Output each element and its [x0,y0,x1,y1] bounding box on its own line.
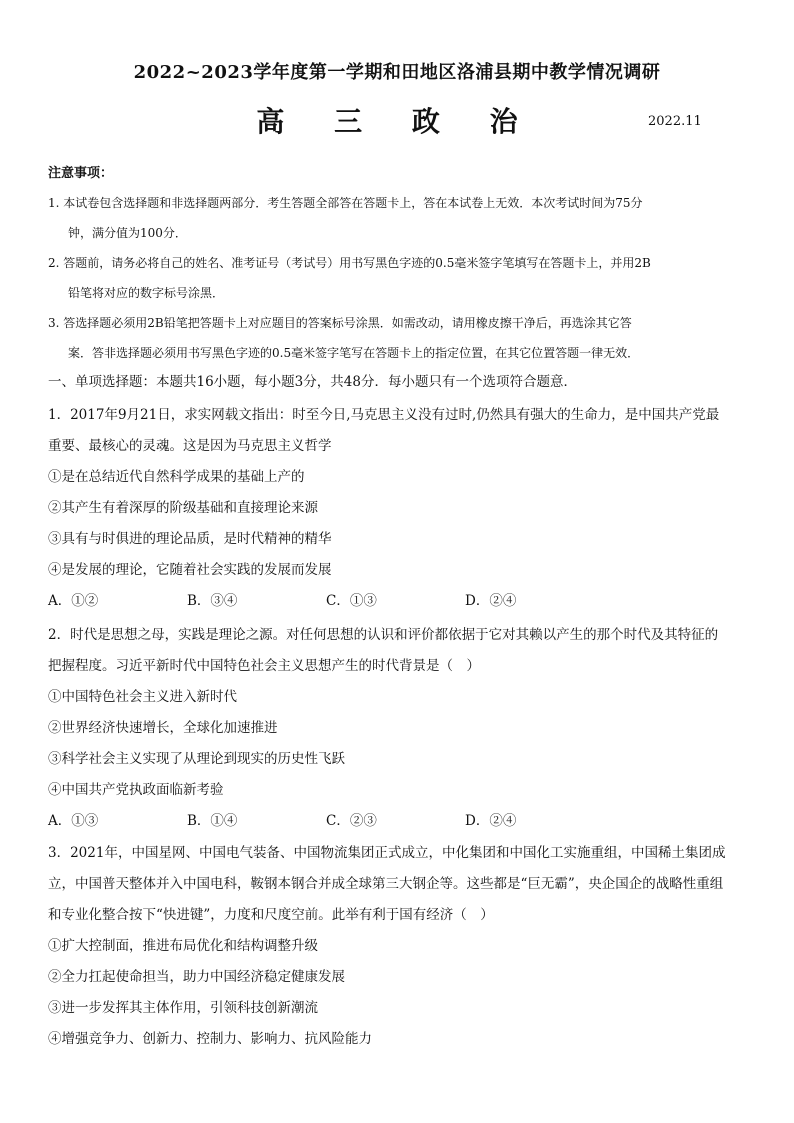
note-line: 钟，满分值为100分． [68,226,187,240]
answer-choices [48,586,748,617]
note-line: 3. 答选择题必须用2B铅笔把答题卡上对应题目的答案标号涂黑．如需改动，请用橡皮擦干净后，再选涂其它答 [48,316,632,330]
question-stem: 立，中国普天整体并入中国电科，鞍钢本钢合并成全球第三大钢企等。这些都是“巨无霸”，央企国企的战略性重组 [48,876,724,892]
note-item [48,188,748,248]
note-line: 2. 答题前，请务必将自己的姓名、准考证号（考试号）用书写黑色字迹的0.5毫米签字笔填写在答题卡上，并用2B [48,256,651,270]
statement-item: ④是发展的理论，它随着社会实践的发展而发展 [48,562,332,578]
statement-item: ③科学社会主义实现了从理论到现实的历史性飞跃 [48,751,345,767]
choice-b[interactable]: B．③④ [187,593,238,609]
section-heading: 一、单项选择题：本题共16小题，每小题3分，共48分．每小题只有一个选项符合题意． [48,374,577,390]
question-stem: 把握程度。习近平新时代中国特色社会主义思想产生的时代背景是（ ） [48,658,480,674]
notes-heading: 注意事项： [48,166,114,181]
statement-item: ④中国共产党执政面临新考验 [48,782,224,798]
question-stem: 和专业化整合按下“快进键”，力度和尺度空前。此举有利于国有经济（ ） [48,907,494,923]
question-2 [48,620,748,837]
statement-item: ①是在总结近代自然科学成果的基础上产的 [48,469,305,485]
exam-subject: 高 三 政 治 [256,105,538,138]
choice-d[interactable]: D．②④ [465,813,517,829]
statement-item: ②其产生有着深厚的阶级基础和直接理论来源 [48,500,318,516]
choice-d[interactable]: D．②④ [465,593,517,609]
exam-date: 2022.11 [648,114,702,129]
exam-title: 2022~2023学年度第一学期和田地区洛浦县期中教学情况调研 [133,62,661,83]
choice-c[interactable]: C．②③ [326,813,377,829]
choice-b[interactable]: B．①④ [187,813,238,829]
choice-a[interactable]: A．①② [48,593,99,609]
question-stem: 3．2021年，中国星网、中国电气装备、中国物流集团正式成立，中化集团和中国化工实施重组，中国稀土集团成 [48,845,726,861]
statement-item: ②世界经济快速增长，全球化加速推进 [48,720,278,736]
note-item [48,248,748,308]
question-stem: 重要、最核心的灵魂。这是因为马克思主义哲学 [48,438,332,454]
statement-item: ①中国特色社会主义进入新时代 [48,689,237,705]
note-item [48,308,748,368]
statement-item: ②全力扛起使命担当，助力中国经济稳定健康发展 [48,969,345,985]
notes-list [48,188,748,368]
note-line: 1. 本试卷包含选择题和非选择题两部分．考生答题全部答在答题卡上，答在本试卷上无效．本次考试时间为75分 [48,196,643,210]
answer-choices [48,806,748,837]
statement-item: ①扩大控制面，推进布局优化和结构调整升级 [48,938,318,954]
choice-a[interactable]: A．①③ [48,813,99,829]
statement-item: ③进一步发挥其主体作用，引领科技创新潮流 [48,1000,318,1016]
question-1 [48,400,748,617]
question-stem: 2．时代是思想之母，实践是理论之源。对任何思想的认识和评价都依据于它对其赖以产生的那个时代及其特征的 [48,627,719,643]
note-line: 铅笔将对应的数字标号涂黑． [68,286,225,300]
question-stem: 1．2017年9月21日，求实网载文指出：时至今日,马克思主义没有过时,仍然具有强大的生命力，是中国共产党最 [48,407,720,423]
choice-c[interactable]: C．①③ [326,593,377,609]
statement-item: ④增强竞争力、创新力、控制力、影响力、抗风险能力 [48,1031,372,1047]
note-line: 案．答非选择题必须用书写黑色字迹的0.5毫米签字笔写在答题卡上的指定位置，在其它位置答题一律无效． [68,346,640,360]
question-3 [48,838,748,1055]
statement-item: ③具有与时俱进的理论品质，是时代精神的精华 [48,531,332,547]
